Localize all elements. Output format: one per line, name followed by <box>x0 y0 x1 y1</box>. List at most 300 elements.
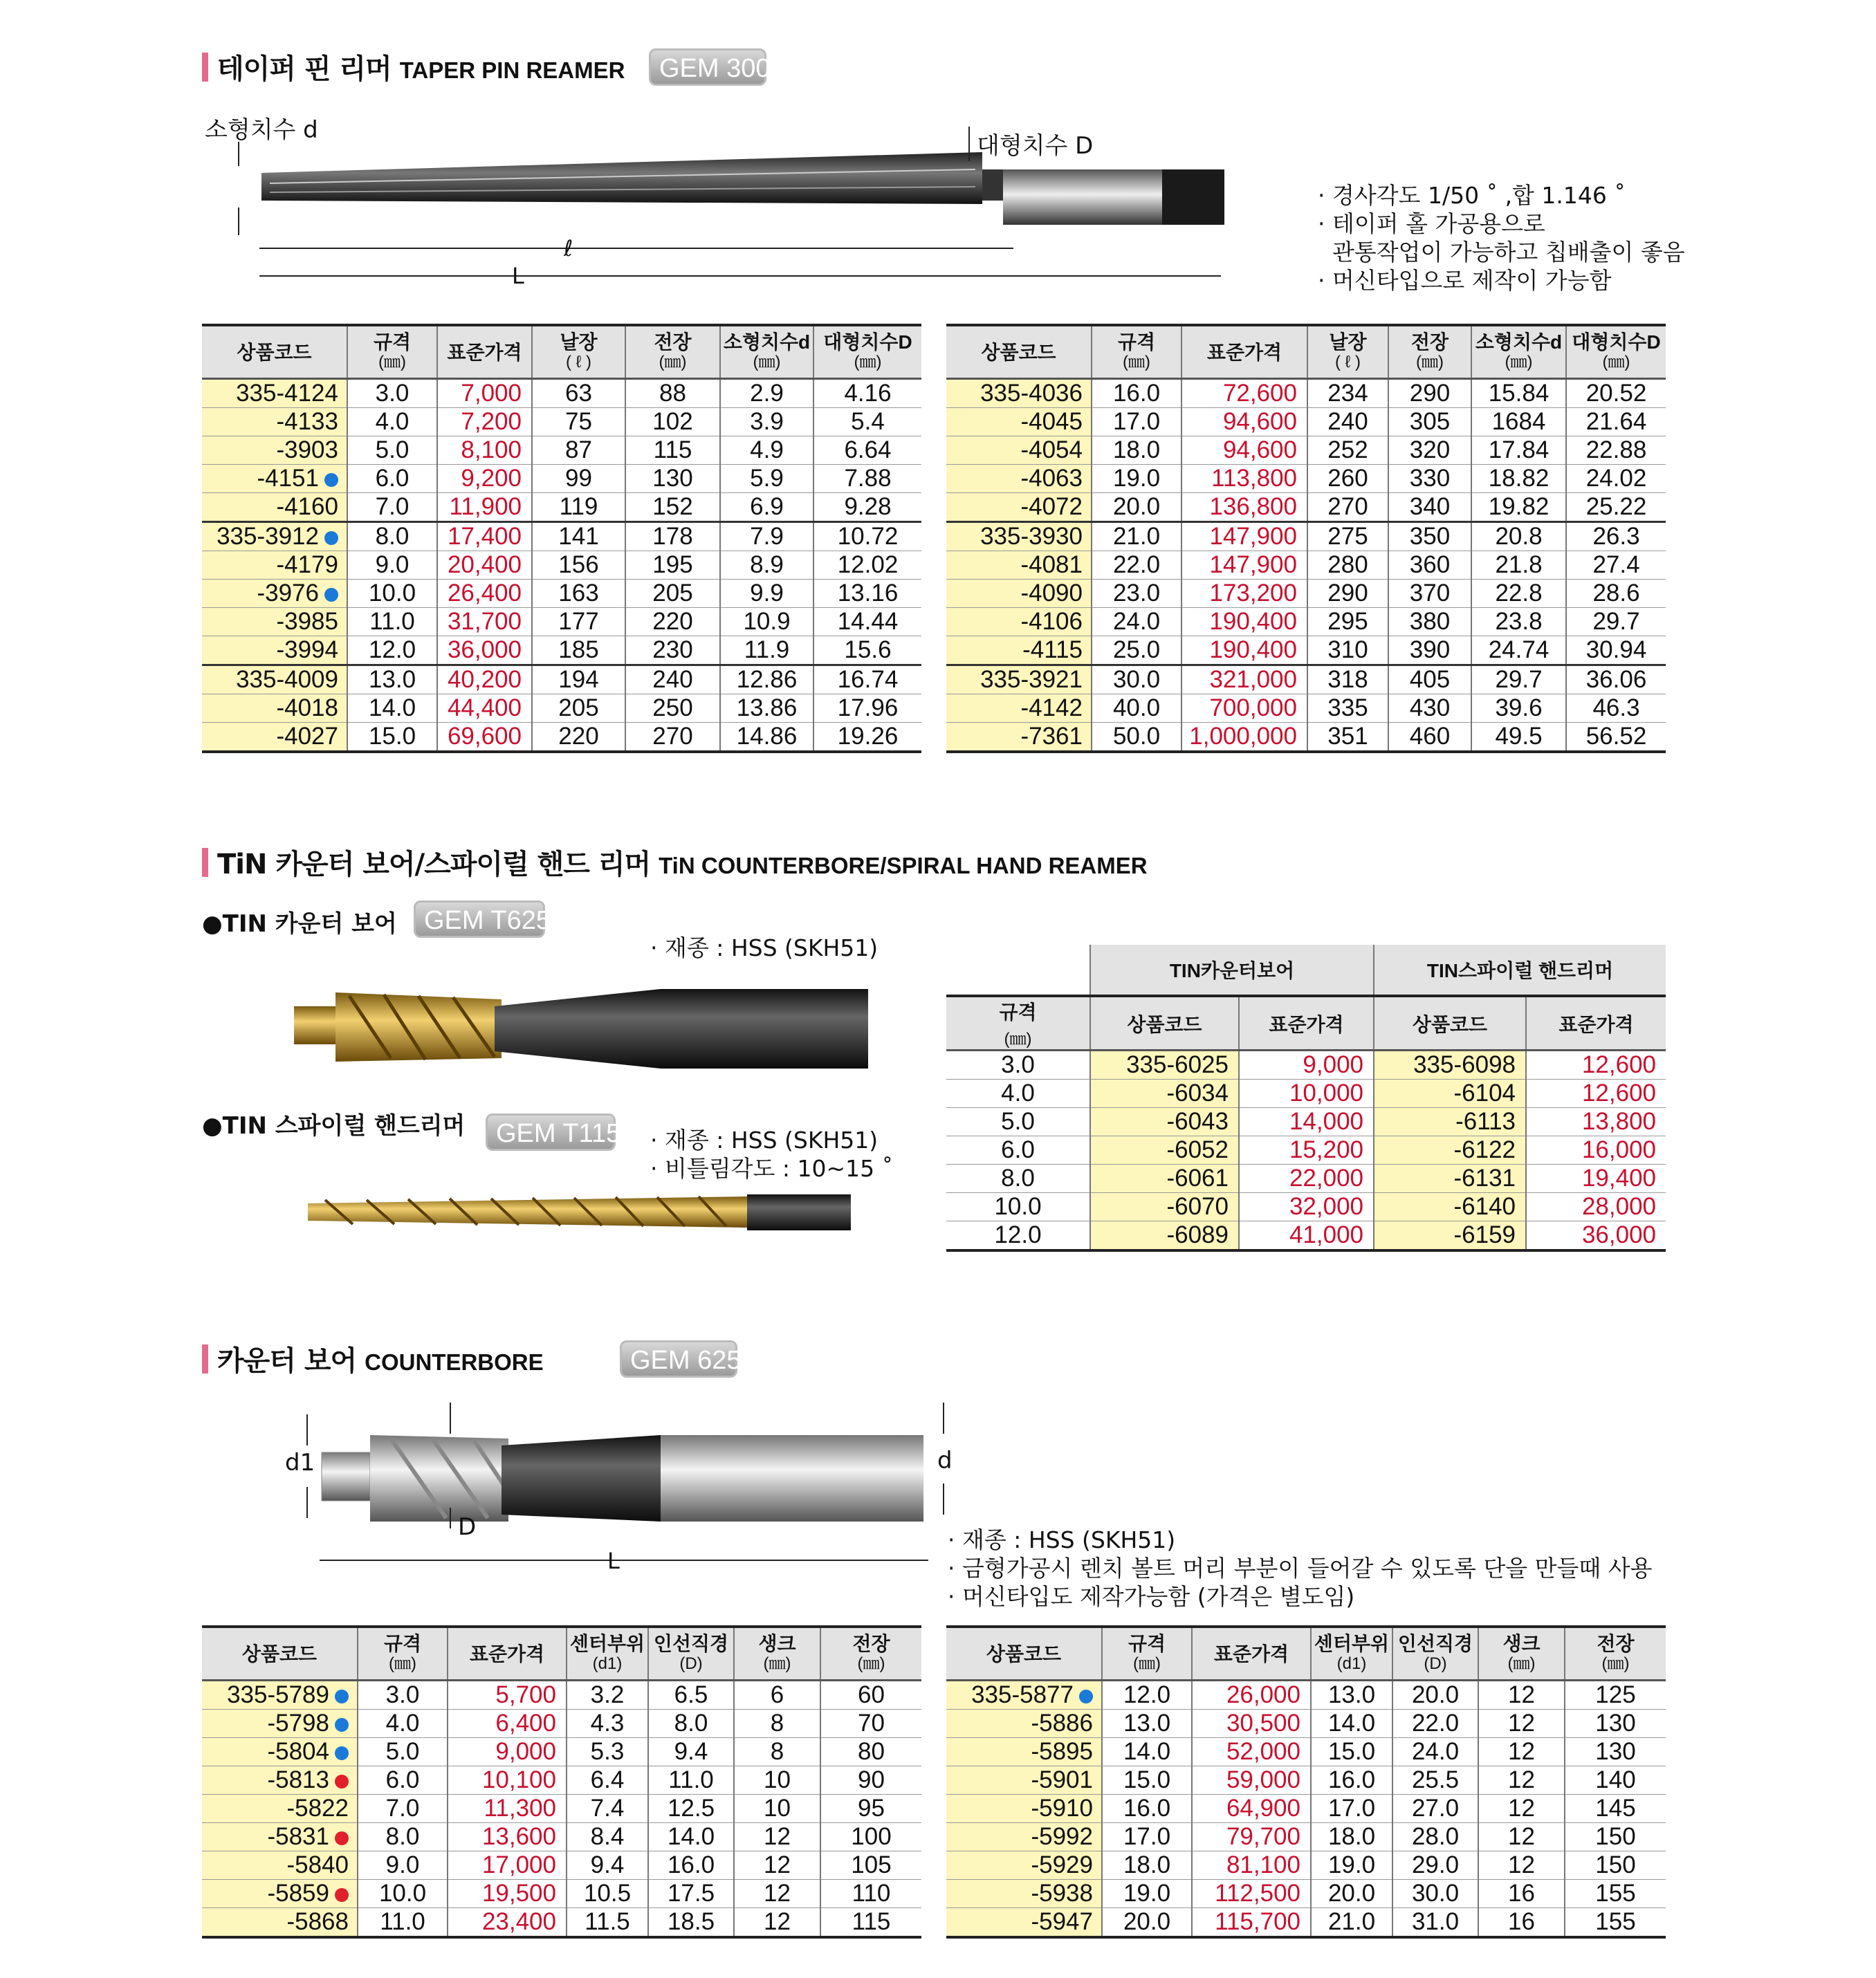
value-cell: 380 <box>1388 608 1471 636</box>
value-cell: 6.64 <box>813 436 921 465</box>
blue-dot-icon <box>1079 1690 1093 1703</box>
helix-angle-note: · 비틀림각도 : 10~15 ˚ <box>650 1155 894 1182</box>
table-row <box>202 522 921 551</box>
product-code-cell: -6052 <box>1090 1136 1239 1165</box>
product-code-cell: 335-4124 <box>202 379 347 408</box>
header-large-D: 대형치수D (㎜) <box>813 325 921 379</box>
value-cell: 8.4 <box>567 1823 648 1851</box>
value-cell: 8 <box>734 1710 820 1738</box>
value-cell: 11.5 <box>567 1908 648 1938</box>
value-cell: 335 <box>1307 694 1388 723</box>
table-row <box>202 694 921 723</box>
value-cell: 18.5 <box>648 1908 734 1938</box>
price-cell: 173,200 <box>1181 580 1307 608</box>
price-cell: 17,400 <box>437 522 532 551</box>
value-cell: 14.0 <box>1102 1738 1192 1766</box>
item-label-tin-spiral-reamer: ●TIN 스파이럴 핸드리머 <box>202 1112 466 1140</box>
table-row <box>202 436 921 465</box>
value-cell: 5.3 <box>567 1738 648 1766</box>
price-cell: 13,800 <box>1526 1108 1666 1136</box>
value-cell: 351 <box>1307 723 1388 752</box>
product-code-cell: -3903 <box>202 436 347 465</box>
value-cell: 8.0 <box>358 1823 448 1851</box>
value-cell: 19.26 <box>813 723 921 752</box>
product-code-cell: -5822 <box>202 1795 358 1823</box>
value-cell: 30.0 <box>1392 1880 1478 1908</box>
value-cell: 18.0 <box>1102 1851 1192 1880</box>
value-cell: 4.16 <box>813 379 921 408</box>
value-cell: 28.0 <box>1392 1823 1478 1851</box>
header-price: 표준가격 <box>1526 996 1666 1051</box>
value-cell: 3.0 <box>347 379 437 408</box>
product-code-cell: -6043 <box>1090 1108 1239 1136</box>
blue-dot-icon <box>324 473 338 487</box>
price-cell: 69,600 <box>437 723 532 752</box>
value-cell: 25.5 <box>1392 1766 1478 1795</box>
value-cell: 290 <box>1307 580 1388 608</box>
value-cell: 13.86 <box>720 694 813 723</box>
value-cell: 460 <box>1388 723 1471 752</box>
value-cell: 14.0 <box>648 1823 734 1851</box>
value-cell: 130 <box>1565 1710 1666 1738</box>
value-cell: 19.0 <box>1092 465 1181 493</box>
table-row <box>202 379 921 408</box>
value-cell: 240 <box>1307 408 1388 436</box>
value-cell: 15.0 <box>1311 1738 1392 1766</box>
value-cell: 22.88 <box>1566 436 1666 465</box>
price-cell: 112,500 <box>1192 1880 1311 1908</box>
tin-spiral-hand-reamer-image <box>304 1186 851 1241</box>
value-cell: 119 <box>532 493 625 522</box>
price-cell: 6,400 <box>448 1710 567 1738</box>
value-cell: 3.9 <box>720 408 813 436</box>
value-cell: 13.0 <box>1102 1710 1192 1738</box>
value-cell: 7.0 <box>358 1795 448 1823</box>
value-cell: 6.4 <box>567 1766 648 1795</box>
table-row <box>946 1080 1666 1108</box>
product-code-cell: -4018 <box>202 694 347 723</box>
accent-bar <box>202 848 208 877</box>
value-cell: 17.96 <box>813 694 921 723</box>
value-cell: 22.8 <box>1471 580 1566 608</box>
value-cell: 70 <box>820 1710 921 1738</box>
header-small-d: 소형치수d (㎜) <box>1471 325 1566 379</box>
table-row <box>202 1710 921 1738</box>
product-code-cell: 335-6025 <box>1090 1051 1239 1080</box>
table-row <box>202 1908 921 1938</box>
header-cutting-D: 인선직경 (D) <box>1392 1627 1478 1681</box>
value-cell: 12.5 <box>648 1795 734 1823</box>
price-cell: 15,200 <box>1239 1136 1374 1165</box>
value-cell: 290 <box>1388 379 1471 408</box>
value-cell: 25.22 <box>1566 493 1666 522</box>
product-code-cell: -4045 <box>946 408 1092 436</box>
label-d: d <box>937 1447 953 1475</box>
value-cell: 125 <box>1565 1681 1666 1710</box>
group-header-tin-spiral-reamer: TIN스파이럴 핸드리머 <box>1374 945 1666 996</box>
value-cell: 24.74 <box>1471 636 1566 665</box>
value-cell: 102 <box>625 408 720 436</box>
price-cell: 147,900 <box>1181 522 1307 551</box>
product-code-cell: -5947 <box>946 1908 1102 1938</box>
value-cell: 30.0 <box>1092 665 1181 694</box>
price-cell: 20,400 <box>437 551 532 580</box>
material-note: · 재종 : HSS (SKH51) <box>948 1526 1176 1553</box>
value-cell: 270 <box>625 723 720 752</box>
blue-dot-icon <box>335 1718 349 1732</box>
price-cell: 19,500 <box>448 1880 567 1908</box>
price-cell: 17,000 <box>448 1851 567 1880</box>
item-label-tin-counterbore: ●TIN 카운터 보어 <box>202 910 397 938</box>
value-cell: 14.0 <box>347 694 437 723</box>
price-cell: 321,000 <box>1181 665 1307 694</box>
header-flute-length: 날장 ( ℓ ) <box>1307 325 1388 379</box>
value-cell: 20.0 <box>1311 1880 1392 1908</box>
counterbore-image <box>315 1418 937 1556</box>
price-cell: 1,000,000 <box>1181 723 1307 752</box>
value-cell: 155 <box>1565 1908 1666 1938</box>
table-row <box>946 580 1666 608</box>
header-product-code: 상품코드 <box>1374 996 1526 1051</box>
value-cell: 230 <box>625 636 720 665</box>
value-cell: 20.8 <box>1471 522 1566 551</box>
price-cell: 23,400 <box>448 1908 567 1938</box>
value-cell: 6.0 <box>358 1766 448 1795</box>
header-cutting-D: 인선직경 (D) <box>648 1627 734 1681</box>
value-cell: 220 <box>532 723 625 752</box>
value-cell: 1684 <box>1471 408 1566 436</box>
size-cell: 8.0 <box>946 1165 1090 1193</box>
title-english: TAPER PIN REAMER <box>399 57 625 83</box>
value-cell: 3.0 <box>358 1681 448 1710</box>
accent-bar <box>202 53 208 82</box>
product-code-cell: -5886 <box>946 1710 1102 1738</box>
value-cell: 152 <box>625 493 720 522</box>
price-cell: 16,000 <box>1526 1136 1666 1165</box>
model-badge: GEM T115 <box>486 1113 616 1151</box>
dim-arrow <box>450 1508 451 1528</box>
label-l: ℓ <box>564 235 573 261</box>
product-code-cell: -6122 <box>1374 1136 1526 1165</box>
value-cell: 12 <box>1478 1851 1565 1880</box>
price-cell: 59,000 <box>1192 1766 1311 1795</box>
price-cell: 190,400 <box>1181 636 1307 665</box>
value-cell: 17.84 <box>1471 436 1566 465</box>
value-cell: 252 <box>1307 436 1388 465</box>
value-cell: 240 <box>625 665 720 694</box>
product-code-cell: -5992 <box>946 1823 1102 1851</box>
price-cell: 113,800 <box>1181 465 1307 493</box>
counterbore-table-left <box>202 1625 921 1939</box>
table-row <box>202 1738 921 1766</box>
product-code-cell: -5798 <box>202 1710 358 1738</box>
price-cell: 31,700 <box>437 608 532 636</box>
value-cell: 155 <box>1565 1880 1666 1908</box>
product-code-cell: -4027 <box>202 723 347 752</box>
size-cell: 3.0 <box>946 1051 1090 1080</box>
product-code-cell: -5895 <box>946 1738 1102 1766</box>
price-cell: 81,100 <box>1192 1851 1311 1880</box>
value-cell: 12.86 <box>720 665 813 694</box>
table-row <box>202 1681 921 1710</box>
dim-line-L <box>259 275 1221 277</box>
value-cell: 17.5 <box>648 1880 734 1908</box>
value-cell: 10.9 <box>720 608 813 636</box>
table-row <box>946 1193 1666 1221</box>
value-cell: 10.72 <box>813 522 921 551</box>
product-code-cell: -3976 <box>202 580 347 608</box>
product-code-cell: 335-3921 <box>946 665 1092 694</box>
value-cell: 4.3 <box>567 1710 648 1738</box>
value-cell: 30.94 <box>1566 636 1666 665</box>
dim-arrow <box>968 127 970 161</box>
price-cell: 22,000 <box>1239 1165 1374 1193</box>
tin-counterbore-table <box>946 945 1666 1252</box>
value-cell: 9.0 <box>358 1851 448 1880</box>
value-cell: 60 <box>820 1681 921 1710</box>
section-title-counterbore <box>217 1339 544 1378</box>
value-cell: 12 <box>1478 1795 1565 1823</box>
feature-note-2: · 테이퍼 홀 가공용으로 <box>1318 210 1545 237</box>
price-cell: 30,500 <box>1192 1710 1311 1738</box>
value-cell: 10 <box>734 1766 820 1795</box>
value-cell: 28.6 <box>1566 580 1666 608</box>
label-small-dimension: 소형치수 d <box>205 116 318 144</box>
value-cell: 156 <box>532 551 625 580</box>
price-cell: 10,000 <box>1239 1080 1374 1108</box>
price-cell: 40,200 <box>437 665 532 694</box>
blue-dot-icon <box>324 531 338 545</box>
product-code-cell: -6070 <box>1090 1193 1239 1221</box>
value-cell: 105 <box>820 1851 921 1880</box>
title-english: TiN COUNTERBORE/SPIRAL HAND REAMER <box>659 853 1148 878</box>
material-note: · 재종 : HSS (SKH51) <box>650 934 879 961</box>
tin-counterbore-image <box>287 975 875 1079</box>
product-code-cell: -5929 <box>946 1851 1102 1880</box>
value-cell: 90 <box>820 1766 921 1795</box>
value-cell: 13.0 <box>347 665 437 694</box>
product-code-cell: -6113 <box>1374 1108 1526 1136</box>
dim-arrow <box>306 1414 308 1445</box>
price-cell: 26,400 <box>437 580 532 608</box>
value-cell: 7.4 <box>567 1795 648 1823</box>
value-cell: 115 <box>820 1908 921 1938</box>
value-cell: 110 <box>820 1880 921 1908</box>
value-cell: 130 <box>1565 1738 1666 1766</box>
value-cell: 14.86 <box>720 723 813 752</box>
header-size: 규격 (㎜) <box>1102 1627 1192 1681</box>
blue-dot-icon <box>324 588 338 602</box>
value-cell: 8.0 <box>347 522 437 551</box>
product-code-cell: -6159 <box>1374 1221 1526 1251</box>
value-cell: 12 <box>734 1908 820 1938</box>
table-row <box>946 1165 1666 1193</box>
product-code-cell: -6061 <box>1090 1165 1239 1193</box>
value-cell: 22.0 <box>1092 551 1181 580</box>
table-row <box>946 379 1666 408</box>
product-code-cell: -4133 <box>202 408 347 436</box>
label-D: D <box>458 1513 477 1541</box>
group-header-tin-counterbore: TIN카운터보어 <box>1090 945 1374 996</box>
value-cell: 20.52 <box>1566 379 1666 408</box>
value-cell: 11.9 <box>720 636 813 665</box>
dim-arrow <box>238 142 239 166</box>
product-code-cell: -6034 <box>1090 1080 1239 1108</box>
table-row <box>946 1823 1666 1851</box>
value-cell: 49.5 <box>1471 723 1566 752</box>
table-row <box>202 1766 921 1795</box>
value-cell: 12 <box>734 1823 820 1851</box>
value-cell: 88 <box>625 379 720 408</box>
title-korean: TiN 카운터 보어/스파이럴 핸드 리머 <box>217 849 651 880</box>
price-cell: 9,000 <box>1239 1051 1374 1080</box>
header-flute-length: 날장 ( ℓ ) <box>532 325 625 379</box>
header-size: 규격 (㎜) <box>347 325 437 379</box>
price-cell: 11,900 <box>437 493 532 522</box>
price-cell: 64,900 <box>1192 1795 1311 1823</box>
price-cell: 190,400 <box>1181 608 1307 636</box>
product-code-cell: -4072 <box>946 493 1092 522</box>
product-code-cell: -4106 <box>946 608 1092 636</box>
value-cell: 21.0 <box>1092 522 1181 551</box>
size-cell: 5.0 <box>946 1108 1090 1136</box>
usage-note: · 금형가공시 렌치 볼트 머리 부분이 들어갈 수 있도록 단을 만들때 사용 <box>948 1555 1653 1582</box>
table-row <box>946 1681 1666 1710</box>
value-cell: 16 <box>1478 1908 1565 1938</box>
table-row <box>202 465 921 493</box>
value-cell: 205 <box>532 694 625 723</box>
value-cell: 360 <box>1388 551 1471 580</box>
value-cell: 12 <box>1478 1681 1565 1710</box>
table-row <box>946 665 1666 694</box>
value-cell: 10.5 <box>567 1880 648 1908</box>
header-price: 표준가격 <box>1239 996 1374 1051</box>
value-cell: 12 <box>1478 1738 1565 1766</box>
value-cell: 24.02 <box>1566 465 1666 493</box>
value-cell: 12 <box>734 1880 820 1908</box>
price-cell: 52,000 <box>1192 1738 1311 1766</box>
header-price: 표준가격 <box>1181 325 1307 379</box>
price-cell: 26,000 <box>1192 1681 1311 1710</box>
value-cell: 177 <box>532 608 625 636</box>
value-cell: 220 <box>625 608 720 636</box>
table-row <box>946 1795 1666 1823</box>
value-cell: 11.0 <box>358 1908 448 1938</box>
value-cell: 3.2 <box>567 1681 648 1710</box>
section-title-tin-counterbore <box>217 842 1148 882</box>
size-cell: 4.0 <box>946 1080 1090 1108</box>
product-code-cell: -5813 <box>202 1766 358 1795</box>
product-code-cell: -6140 <box>1374 1193 1526 1221</box>
dim-arrow <box>450 1403 451 1434</box>
product-code-cell: -6131 <box>1374 1165 1526 1193</box>
value-cell: 9.4 <box>648 1738 734 1766</box>
price-cell: 94,600 <box>1181 436 1307 465</box>
value-cell: 370 <box>1388 580 1471 608</box>
product-code-cell: -4063 <box>946 465 1092 493</box>
price-cell: 9,000 <box>448 1738 567 1766</box>
value-cell: 39.6 <box>1471 694 1566 723</box>
header-shank: 생크 (㎜) <box>734 1627 820 1681</box>
price-cell: 14,000 <box>1239 1108 1374 1136</box>
table-row <box>202 723 921 752</box>
table-row <box>946 1136 1666 1165</box>
value-cell: 36.06 <box>1566 665 1666 694</box>
feature-note-4: · 머신타입으로 제작이 가능함 <box>1318 267 1612 294</box>
header-size: 규격 (㎜) <box>358 1627 448 1681</box>
table-row <box>946 723 1666 752</box>
value-cell: 13.16 <box>813 580 921 608</box>
label-d1: d1 <box>285 1449 315 1477</box>
value-cell: 2.9 <box>720 379 813 408</box>
price-cell: 12,600 <box>1526 1051 1666 1080</box>
taper-reamer-table-right <box>946 324 1666 753</box>
table-row <box>946 465 1666 493</box>
value-cell: 15.0 <box>347 723 437 752</box>
product-code-cell: -4160 <box>202 493 347 522</box>
value-cell: 16.0 <box>1102 1795 1192 1823</box>
value-cell: 115 <box>625 436 720 465</box>
product-code-cell: -5868 <box>202 1908 358 1938</box>
price-cell: 7,000 <box>437 379 532 408</box>
size-cell: 12.0 <box>946 1221 1090 1251</box>
dim-arrow <box>943 1484 944 1515</box>
value-cell: 50.0 <box>1092 723 1181 752</box>
value-cell: 21.8 <box>1471 551 1566 580</box>
header-product-code: 상품코드 <box>1090 996 1239 1051</box>
product-code-cell: -4115 <box>946 636 1092 665</box>
red-dot-icon <box>335 1775 349 1788</box>
value-cell: 260 <box>1307 465 1388 493</box>
value-cell: 390 <box>1388 636 1471 665</box>
header-product-code: 상품코드 <box>946 325 1092 379</box>
value-cell: 295 <box>1307 608 1388 636</box>
value-cell: 330 <box>1388 465 1471 493</box>
header-small-d: 소형치수d (㎜) <box>720 325 813 379</box>
header-shank: 생크 (㎜) <box>1478 1627 1565 1681</box>
price-cell: 36,000 <box>437 636 532 665</box>
price-cell: 94,600 <box>1181 408 1307 436</box>
table-row <box>946 436 1666 465</box>
value-cell: 4.9 <box>720 436 813 465</box>
value-cell: 20.0 <box>1092 493 1181 522</box>
product-code-cell: -5859 <box>202 1880 358 1908</box>
model-badge: GEM 300 <box>649 48 766 86</box>
value-cell: 80 <box>820 1738 921 1766</box>
value-cell: 16.0 <box>1092 379 1181 408</box>
value-cell: 12 <box>1478 1766 1565 1795</box>
value-cell: 17.0 <box>1092 408 1181 436</box>
value-cell: 5.0 <box>358 1738 448 1766</box>
value-cell: 10.0 <box>347 580 437 608</box>
value-cell: 145 <box>1565 1795 1666 1823</box>
dim-arrow <box>238 207 239 235</box>
accent-bar <box>202 1344 208 1374</box>
product-code-cell: -3994 <box>202 636 347 665</box>
dim-line-L <box>320 1560 928 1561</box>
red-dot-icon <box>335 1831 349 1845</box>
table-row <box>946 636 1666 665</box>
value-cell: 16.0 <box>648 1851 734 1880</box>
value-cell: 430 <box>1388 694 1471 723</box>
price-cell: 115,700 <box>1192 1908 1311 1938</box>
price-cell: 147,900 <box>1181 551 1307 580</box>
value-cell: 250 <box>625 694 720 723</box>
value-cell: 15.0 <box>1102 1766 1192 1795</box>
product-code-cell: 335-5789 <box>202 1681 358 1710</box>
product-code-cell: -5804 <box>202 1738 358 1766</box>
value-cell: 87 <box>532 436 625 465</box>
